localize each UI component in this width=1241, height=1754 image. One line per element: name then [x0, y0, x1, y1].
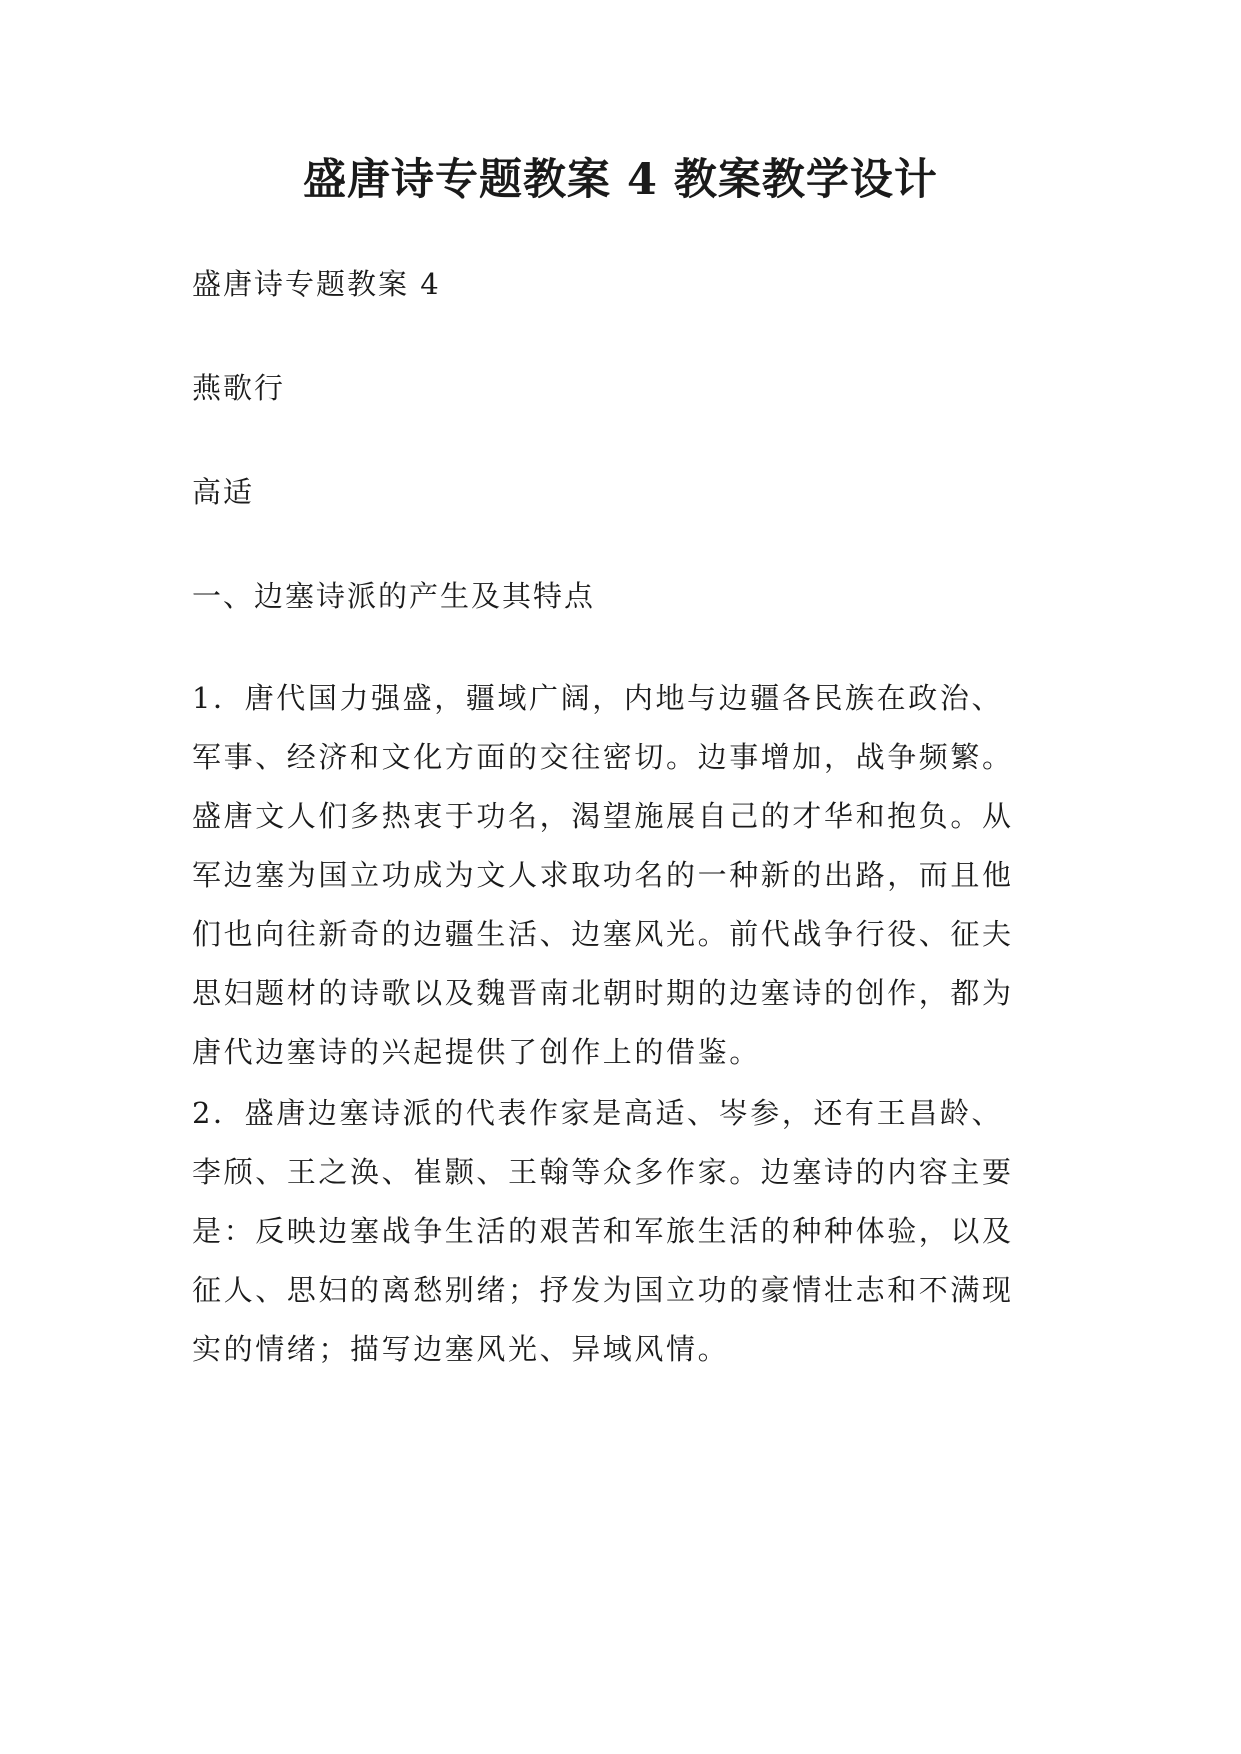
poem-author: 高适: [192, 475, 255, 509]
paragraph-line: 1．唐代国力强盛，疆域广阔，内地与边疆各民族在政治、: [192, 681, 1004, 715]
document-title: 盛唐诗专题教案 4 教案教学设计: [303, 155, 938, 205]
paragraph-line: 思妇题材的诗歌以及魏晋南北朝时期的边塞诗的创作，都为: [192, 976, 1014, 1010]
subtitle: 盛唐诗专题教案 4: [192, 267, 441, 301]
paragraph-line: 李颀、王之涣、崔颢、王翰等众多作家。边塞诗的内容主要: [192, 1155, 1014, 1189]
paragraph-line: 唐代边塞诗的兴起提供了创作上的借鉴。: [192, 1035, 761, 1069]
paragraph-line: 是：反映边塞战争生活的艰苦和军旅生活的种种体验，以及: [192, 1214, 1014, 1248]
paragraph-line: 军事、经济和文化方面的交往密切。边事增加，战争频繁。: [192, 740, 1014, 774]
paragraph-line: 盛唐文人们多热衷于功名，渴望施展自己的才华和抱负。从: [192, 799, 1014, 833]
paragraph-line: 军边塞为国立功成为文人求取功名的一种新的出路，而且他: [192, 858, 1014, 892]
paragraph-1: [192, 669, 1082, 1082]
paragraph-line: 2．盛唐边塞诗派的代表作家是高适、岑参，还有王昌龄、: [192, 1096, 1004, 1130]
paragraph-line: 实的情绪；描写边塞风光、异域风情。: [192, 1332, 730, 1366]
paragraph-2: [192, 1084, 1082, 1379]
poem-title: 燕歌行: [192, 371, 286, 405]
paragraph-line: 们也向往新奇的边疆生活、边塞风光。前代战争行役、征夫: [192, 917, 1014, 951]
paragraph-line: 征人、思妇的离愁别绪；抒发为国立功的豪情壮志和不满现: [192, 1273, 1014, 1307]
section-heading: 一、边塞诗派的产生及其特点: [192, 579, 596, 613]
